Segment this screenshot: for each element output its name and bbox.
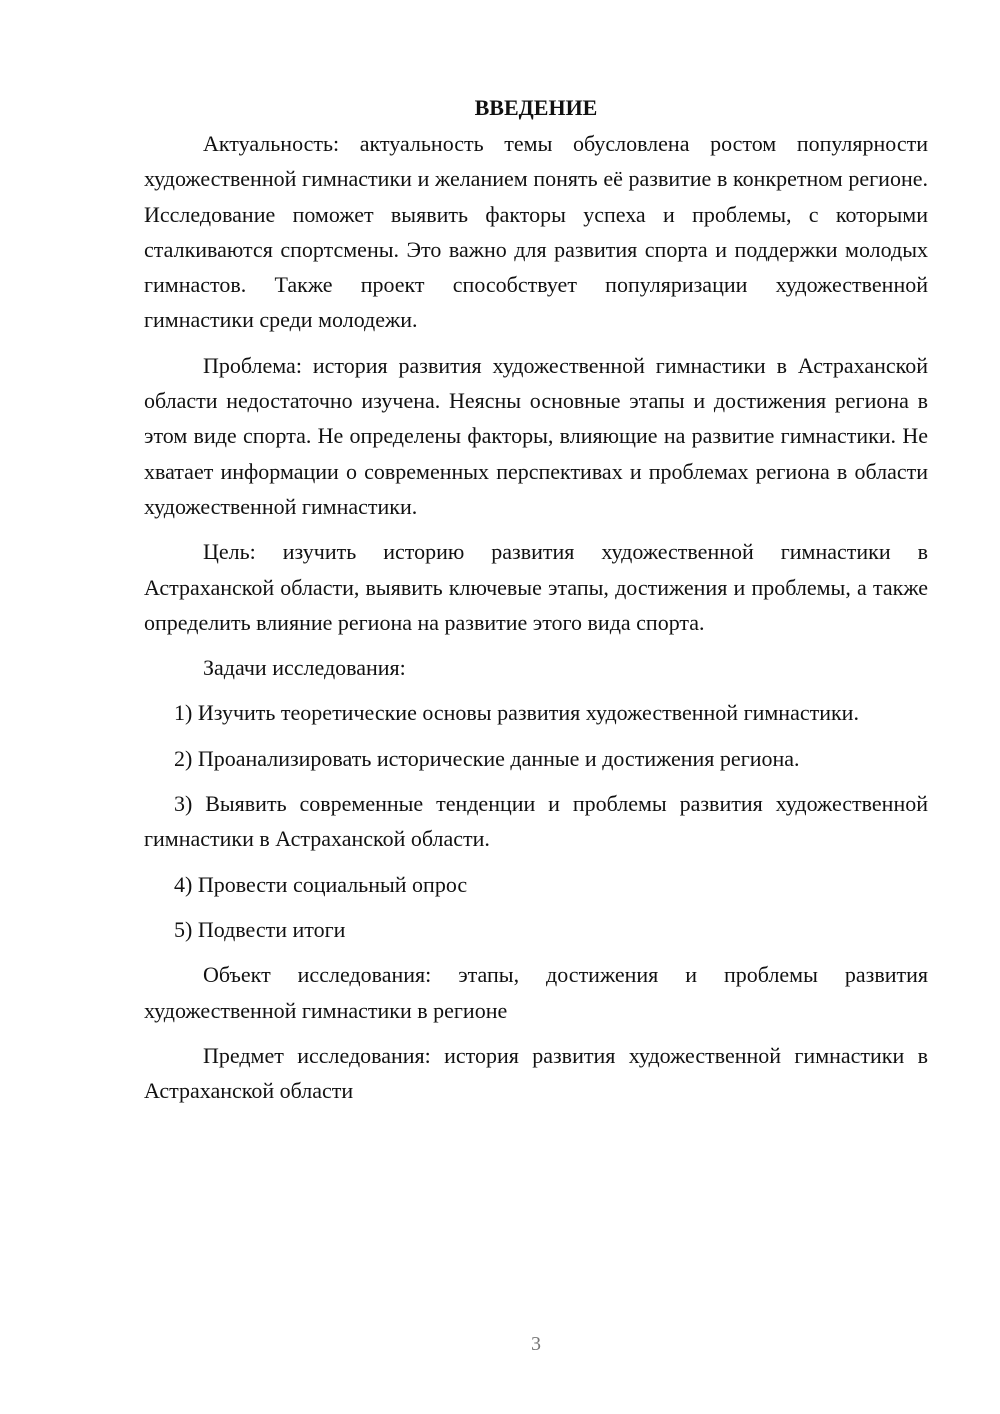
page-number: 3 — [531, 1333, 541, 1355]
task-item-2: 2) Проанализировать исторические данные и достижения региона. — [174, 745, 800, 771]
relevance-paragraph: Актуальность: актуальность темы обусловлена ростом популярности художественной гимнастики и желанием понять её развитие в конкретном регионе. Исследование поможет выявить факторы успеха и проблемы, с которыми сталкиваются спортсмены. Это важно для развития спорта и поддержки молодых гимнастов. Также проект способствует популяризации художественной гимнастики среди молодежи. — [144, 131, 928, 333]
page-title: ВВЕДЕНИЕ — [474, 95, 598, 120]
problem-paragraph: Проблема: история развития художественной гимнастики в Астраханской области недостаточно изучена. Неясны основные этапы и достижения региона в этом виде спорта. Не определены факторы, влияющие на развитие гимнастики. Не хватает информации о современных перспективах и проблемах региона в области художественной гимнастики. — [144, 352, 928, 519]
task-item-5: 5) Подвести итоги — [174, 916, 346, 942]
task-item-1: 1) Изучить теоретические основы развития художественной гимнастики. — [174, 700, 859, 726]
goal-paragraph: Цель: изучить историю развития художественной гимнастики в Астраханской области, выявить ключевые этапы, достижения и проблемы, а также определить влияние региона на развитие этого вида спорта. — [144, 539, 928, 635]
task-item-3: 3) Выявить современные тенденции и проблемы развития художественной гимнастики в Астраханской области. — [144, 791, 928, 852]
subject-paragraph: Предмет исследования: история развития художественной гимнастики в Астраханской области — [144, 1042, 928, 1104]
object-paragraph: Объект исследования: этапы, достижения и проблемы развития художественной гимнастики в регионе — [144, 962, 928, 1023]
document-page — [144, 90, 928, 1118]
tasks-intro: Задачи исследования: — [203, 655, 406, 681]
task-item-4: 4) Провести социальный опрос — [174, 871, 468, 897]
